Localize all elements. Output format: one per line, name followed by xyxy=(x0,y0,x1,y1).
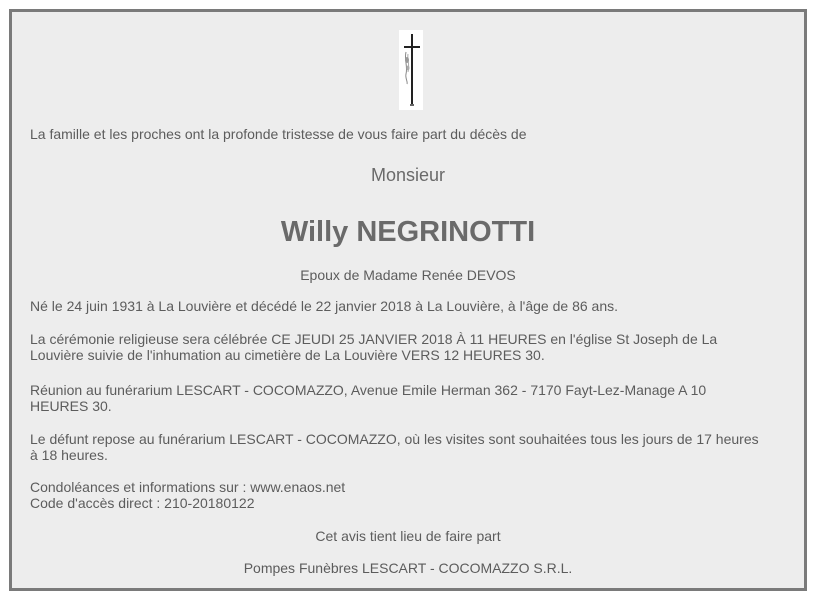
condolences-info xyxy=(30,479,800,511)
ceremony-info xyxy=(30,331,800,363)
notice-text: Cet avis tient lieu de faire part xyxy=(315,528,501,544)
deceased-name: Willy NEGRINOTTI xyxy=(280,216,536,248)
rest-info xyxy=(30,431,800,463)
gathering-info xyxy=(30,382,800,414)
spouse-line: Epoux de Madame Renée DEVOS xyxy=(300,267,516,283)
gathering-line-1: Réunion au funérarium LESCART - COCOMAZZO, Avenue Emile Herman 362 - 7170 Fayt-Lez-Manage A 10 xyxy=(30,382,707,398)
obituary-card xyxy=(9,9,807,591)
intro-text: La famille et les proches ont la profonde tristesse de vous faire part du décès de xyxy=(30,126,527,142)
funeral-home-name: Pompes Funèbres LESCART - COCOMAZZO S.R.L. xyxy=(243,560,573,576)
ceremony-line-2: Louvière suivie de l'inhumation au cimetière de La Louvière VERS 12 HEURES 30. xyxy=(30,347,545,363)
ceremony-line-1: La cérémonie religieuse sera célébrée CE JEUDI 25 JANVIER 2018 À 11 HEURES en l'église St Joseph de La xyxy=(30,331,718,347)
rest-line-1: Le défunt repose au funérarium LESCART - COCOMAZZO, où les visites sont souhaitées tous les jours de 17 heures xyxy=(30,431,759,447)
access-code-line: Code d'accès direct : 210-20180122 xyxy=(30,495,255,511)
civility-title: Monsieur xyxy=(370,165,446,185)
cross-icon xyxy=(399,30,423,110)
condolences-line-1: Condoléances et informations sur : www.enaos.net xyxy=(30,479,346,495)
gathering-line-2: HEURES 30. xyxy=(30,398,112,414)
rest-line-2: à 18 heures. xyxy=(30,447,108,463)
life-dates: Né le 24 juin 1931 à La Louvière et décédé le 22 janvier 2018 à La Louvière, à l'âge de 86 ans. xyxy=(30,298,618,314)
